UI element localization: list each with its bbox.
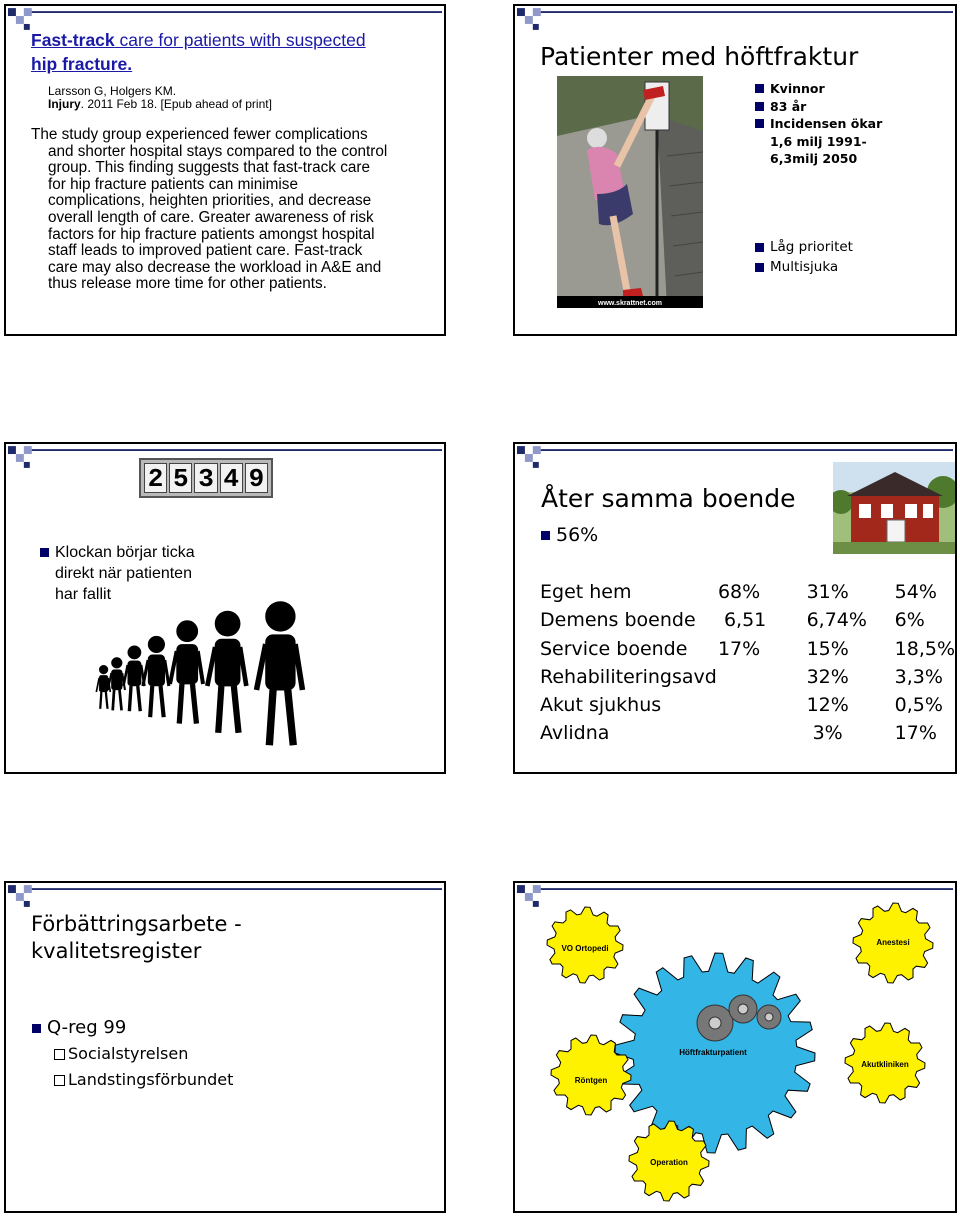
- bullet-square-icon: [755, 84, 764, 93]
- photo-caption: www.skrattnet.com: [598, 300, 662, 307]
- slide-patients: [513, 4, 957, 336]
- article-journal: [48, 97, 272, 111]
- abstract-line: thus release more time for other patients.: [48, 275, 327, 293]
- journal-name: Injury: [48, 97, 81, 111]
- gear-label-ortopedi: VO Ortopedi: [561, 944, 609, 953]
- bullet-item: Multisjuka: [755, 257, 853, 277]
- slide-title: Patienter med höftfraktur: [540, 42, 859, 71]
- slide-quality-register: [4, 881, 446, 1213]
- sub-bullet-item: Socialstyrelsen: [32, 1041, 233, 1067]
- gear-label-anestesi: Anestesi: [876, 938, 910, 947]
- counter-digit: 3: [194, 463, 217, 493]
- bullet-square-icon: [40, 548, 49, 557]
- table-row: Service boende 17% 15% 18,5%: [540, 637, 955, 660]
- journal-date: . 2011 Feb 18. [Epub ahead of print]: [80, 97, 272, 111]
- abstract-line: group. This finding suggests that fast-track care: [48, 159, 370, 177]
- table-row: Akut sjukhus 12% 0,5%: [540, 694, 943, 717]
- hollow-square-icon: [54, 1049, 65, 1060]
- abstract-line: care may also decrease the workload in A&E and: [48, 258, 382, 276]
- elderly-woman-photo: [557, 76, 703, 308]
- bullet-square-icon: [32, 1024, 41, 1033]
- slide-clock: [4, 442, 446, 774]
- hollow-square-icon: [54, 1075, 65, 1086]
- bullet-item: Q-reg 99: [32, 1015, 233, 1041]
- slide-decoration: [515, 6, 955, 32]
- abstract-line: staff leads to improved patient care. Fast-track: [48, 242, 363, 260]
- abstract-line: for hip fracture patients can minimise: [48, 175, 298, 193]
- qreg-bullets: [32, 1015, 233, 1093]
- table-row: Eget hem 68% 31% 54%: [540, 581, 937, 603]
- bullet-square-icon: [755, 119, 764, 128]
- abstract-line: overall length of care. Greater awareness of risk: [48, 208, 374, 226]
- counter-digit: 2: [144, 463, 167, 493]
- article-title-line2[interactable]: hip fracture.: [31, 54, 133, 74]
- counter-display: [139, 458, 273, 498]
- growing-figures-illustration: [94, 594, 324, 759]
- counter-digit: 5: [169, 463, 192, 493]
- abstract-line: factors for hip fracture patients amongst hospital: [48, 225, 375, 243]
- bullet-item: 83 år: [755, 98, 882, 116]
- slide-title: Förbättringsarbete - kvalitetsregister: [31, 912, 242, 963]
- bullet-item: Kvinnor: [755, 80, 882, 98]
- housing-table: [540, 578, 955, 748]
- table-row: Rehabiliteringsavd 32% 3,3%: [540, 665, 943, 688]
- table-row: Avlidna 3% 17%: [540, 722, 937, 745]
- counter-digit: 4: [220, 463, 243, 493]
- article-abstract: [31, 127, 387, 293]
- slide-gears: [513, 881, 957, 1213]
- table-row: Demens boende 6,51 6,74% 6%: [540, 609, 925, 632]
- bullet-square-icon: [755, 263, 764, 272]
- gear-label-center: Höftfrakturpatient: [679, 1048, 747, 1057]
- article-title-rest[interactable]: care for patients with suspected: [114, 30, 366, 50]
- bullet-item: Incidensen ökar: [755, 115, 882, 133]
- abstract-line: complications, heighten priorities, and decrease: [48, 192, 372, 210]
- article-authors: Larsson G, Holgers KM.: [48, 84, 177, 98]
- counter-digit: 9: [245, 463, 268, 493]
- slide-abstract: [4, 4, 446, 336]
- bullet-square-icon: [755, 102, 764, 111]
- sub-bullet-item: Landstingsförbundet: [32, 1067, 233, 1093]
- incidence-line-1: 1,6 milj 1991-: [770, 133, 867, 149]
- clock-bullet: Klockan börjar ticka direkt när patienten har fallit: [40, 542, 195, 605]
- article-title[interactable]: [31, 28, 366, 76]
- slide-decoration: [6, 883, 444, 909]
- incidence-line-2: 6,3milj 2050: [770, 151, 858, 166]
- bullet-square-icon: [541, 531, 550, 540]
- gear-label-operation: Operation: [650, 1158, 688, 1167]
- abstract-line: and shorter hospital stays compared to the control: [48, 142, 388, 160]
- abstract-line: The study group experienced fewer complications: [31, 126, 368, 143]
- slide-title: Åter samma boende: [541, 484, 796, 513]
- article-title-bold[interactable]: Fast-track: [31, 30, 115, 50]
- bullet-list-top: [755, 80, 882, 168]
- gear-label-akut: Akutkliniken: [861, 1060, 909, 1069]
- percent-bullet: 56%: [541, 524, 598, 546]
- bullet-item: Låg prioritet: [755, 237, 853, 257]
- red-house-photo: [833, 462, 955, 554]
- bullet-square-icon: [755, 243, 764, 252]
- gear-label-rontgen: Röntgen: [574, 1076, 608, 1085]
- gears-diagram: [515, 883, 957, 1213]
- slide-same-housing: [513, 442, 957, 774]
- bullet-list-bottom: [755, 237, 853, 277]
